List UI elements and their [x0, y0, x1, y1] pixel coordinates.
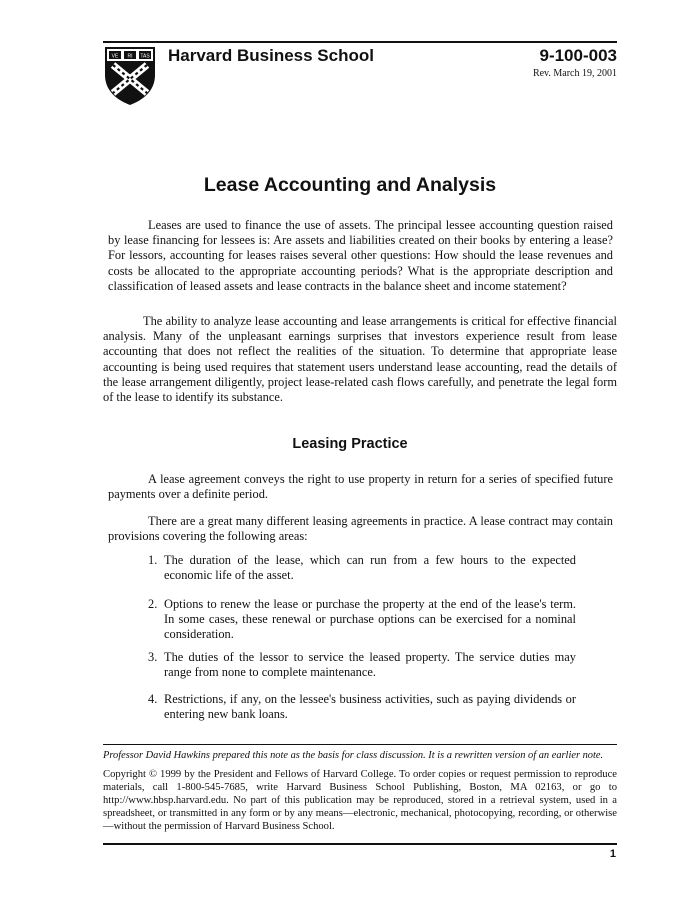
list-item-number: 1.: [148, 553, 158, 567]
author-note: Professor David Hawkins prepared this note as the basis for class discussion. It is a rewritten version of an earlier note.: [103, 750, 604, 761]
school-name: Harvard Business School: [168, 46, 374, 65]
footer-bottom-rule: [103, 843, 617, 845]
list-item-text: Restrictions, if any, on the lessee's business activities, such as paying dividends or entering new bank loans.: [164, 692, 576, 722]
list-item-text: Options to renew the lease or purchase the property at the end of the lease's term. In some cases, these renewal or purchase options can be exercised for a nominal consideration.: [164, 597, 576, 642]
intro-paragraph-1: Leases are used to finance the use of assets. The principal lessee accounting question raised by lease financing for lessees is: Are assets and liabilities created on their books by entering a lease? For lessors, accounting for leases raises several other questions: How should the lease revenues and costs be allocated to the appropriate accounting periods? What is the appropriate description and classification of leased assets and lease contracts in the balance sheet and income statement?: [108, 218, 613, 293]
page-number: 1: [609, 848, 616, 860]
shield-motto-2: RI: [127, 53, 133, 60]
list-item-text: The duties of the lessor to service the leased property. The service duties may range from none to complete maintenance.: [164, 650, 576, 680]
shield-motto-3: TAS: [140, 53, 150, 60]
copyright-notice: Copyright © 1999 by the President and Fellows of Harvard College. To order copies or request permission to reproduce materials, call 1-800-545-7685, write Harvard Business School Publishing, Boston, MA 02163, or go to http://www.hbsp.harvard.edu. No part of this publication may be reproduced, stored in a retrieval system, used in a spreadsheet, or transmitted in any form or by any means—electronic, mechanical, photocopying, recording, or otherwise—without the permission of Harvard Business School.: [103, 769, 617, 833]
list-item: [148, 692, 576, 722]
list-item: [148, 650, 576, 680]
section-paragraph-1: A lease agreement conveys the right to use property in return for a series of specified future payments over a definite period.: [108, 472, 613, 502]
intro-paragraph-2: The ability to analyze lease accounting and lease arrangements is critical for effective financial analysis. Many of the unpleasant earnings surprises that investors experience result from lease accounting that does not reflect the realities of the situation. To determine that appropriate lease accounting is being used requires that statement users understand lease accounting, read the details of the lease arrangement diligently, project lease-related cash flows carefully, and penetrate the legal form of the lease to identify its substance.: [103, 314, 617, 405]
list-item-number: 2.: [148, 597, 158, 611]
footer-top-rule: [103, 744, 617, 745]
harvard-shield-icon: [103, 45, 157, 107]
document-number: 9-100-003: [539, 46, 617, 65]
section-heading: Leasing Practice: [292, 436, 408, 452]
revision-date: Rev. March 19, 2001: [532, 68, 617, 79]
list-item-text: The duration of the lease, which can run from a few hours to the expected economic life of the asset.: [164, 553, 576, 583]
list-item-number: 3.: [148, 650, 158, 664]
shield-motto-1: VE: [111, 53, 119, 60]
header-rule: [103, 41, 617, 43]
list-item-number: 4.: [148, 692, 158, 706]
document-title: Lease Accounting and Analysis: [203, 174, 497, 196]
list-item: [148, 597, 576, 643]
section-paragraph-2: There are a great many different leasing agreements in practice. A lease contract may contain provisions covering the following areas:: [108, 514, 613, 544]
list-item: [148, 553, 576, 583]
